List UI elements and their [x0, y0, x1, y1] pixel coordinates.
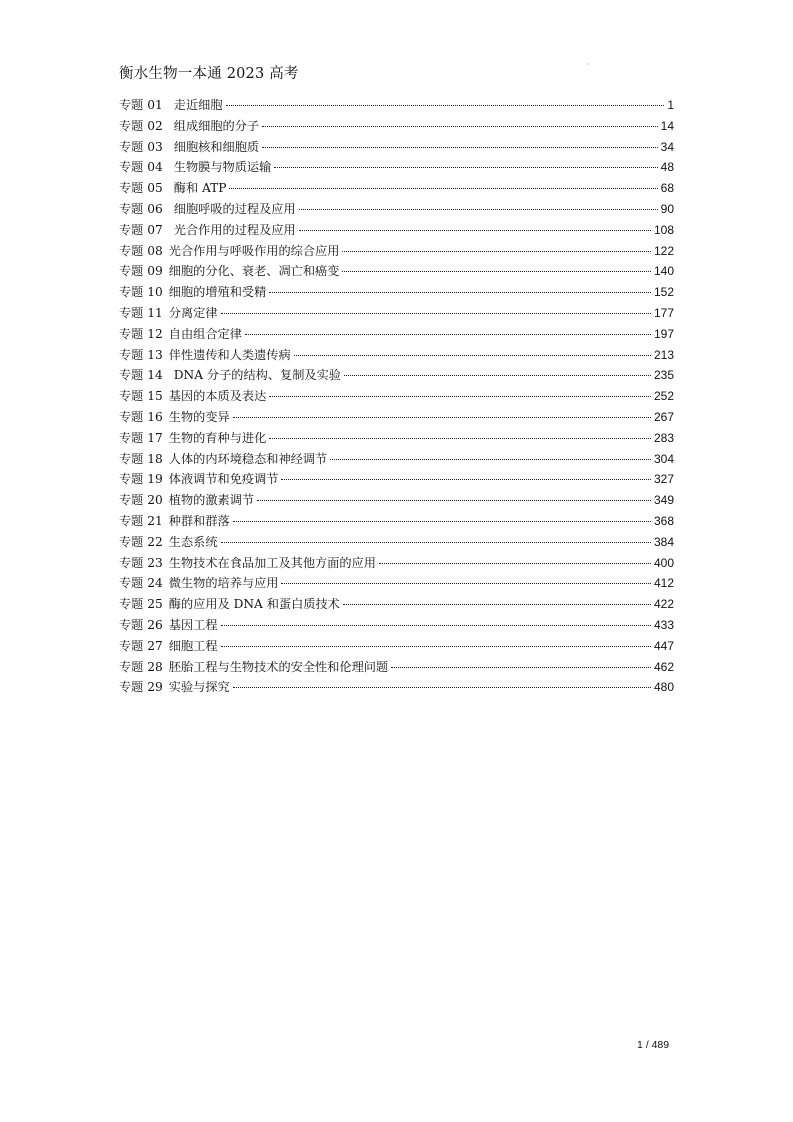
toc-entry[interactable] [119, 491, 674, 512]
toc-entry[interactable] [119, 658, 674, 679]
toc-dot-leader [221, 542, 651, 543]
toc-entry-number: 专题 23 [119, 555, 163, 570]
toc-entry-page: 462 [653, 659, 674, 674]
toc-entry-title: 实验与探究 [168, 680, 230, 695]
toc-entry-number: 专题 17 [119, 430, 163, 445]
toc-entry-number: 专题 25 [119, 597, 163, 612]
toc-entry-number: 专题 03 [119, 139, 163, 154]
toc-entry-title: 胚胎工程与生物技术的安全性和伦理问题 [168, 659, 389, 674]
toc-entry-page: 108 [653, 222, 674, 237]
toc-entry-title: 基因的本质及表达 [168, 389, 267, 404]
toc-entry-title: 微生物的培养与应用 [168, 576, 279, 591]
toc-entry-page: 197 [653, 326, 674, 341]
toc-entry-page: 177 [653, 305, 674, 320]
toc-entry-title: 细胞的增殖和受精 [168, 285, 267, 300]
toc-dot-leader [274, 167, 657, 168]
toc-entry-number: 专题 29 [119, 680, 163, 695]
toc-entry-title: 生态系统 [168, 534, 218, 549]
toc-entry-page: 283 [653, 430, 674, 445]
toc-entry-page: 267 [653, 409, 674, 424]
toc-entry-page: 327 [653, 472, 674, 487]
toc-dot-leader [344, 375, 651, 376]
toc-entry[interactable] [119, 325, 674, 346]
toc-entry[interactable] [119, 637, 674, 658]
toc-entry[interactable] [119, 221, 674, 242]
toc-dot-leader [229, 188, 657, 189]
toc-entry-number: 专题 01 [119, 98, 163, 112]
toc-entry-title: 生物的变异 [168, 409, 230, 424]
toc-entry[interactable] [119, 470, 674, 491]
toc-entry-title: 细胞核和细胞质 [173, 139, 260, 154]
toc-dot-leader [233, 417, 651, 418]
toc-entry-title: 伴性遗传和人类遗传病 [168, 347, 291, 362]
toc-entry-title: 酶和 ATP [173, 181, 227, 196]
toc-entry-title: 组成细胞的分子 [173, 118, 260, 133]
toc-entry[interactable] [119, 512, 674, 533]
toc-entry-page: 34 [660, 139, 674, 154]
toc-entry[interactable] [119, 283, 674, 304]
toc-dot-leader [343, 604, 651, 605]
toc-entry[interactable] [119, 408, 674, 429]
toc-entry-number: 专题 13 [119, 347, 163, 362]
toc-entry-title: 植物的激素调节 [168, 493, 255, 508]
toc-entry-number: 专题 28 [119, 659, 163, 674]
toc-dot-leader [221, 313, 651, 314]
toc-entry-title: 走近细胞 [173, 98, 223, 112]
toc-dot-leader [342, 271, 651, 272]
toc-entry-page: 48 [660, 160, 674, 175]
page-number-footer: 1 / 489 [637, 1039, 670, 1051]
toc-entry-page: 422 [653, 597, 674, 612]
toc-entry-title: 人体的内环境稳态和神经调节 [168, 451, 328, 466]
toc-dot-leader [262, 126, 658, 127]
toc-entry[interactable] [119, 450, 674, 471]
toc-dot-leader [330, 459, 651, 460]
toc-dot-leader [221, 646, 651, 647]
toc-entry-page: 14 [660, 118, 674, 133]
toc-entry-page: 252 [653, 389, 674, 404]
toc-entry-number: 专题 02 [119, 118, 163, 133]
toc-entry[interactable] [119, 533, 674, 554]
toc-dot-leader [269, 438, 651, 439]
toc-entry-number: 专题 10 [119, 285, 163, 300]
toc-entry-number: 专题 27 [119, 638, 163, 653]
toc-entry-title: 细胞的分化、衰老、凋亡和癌变 [168, 264, 340, 279]
toc-dot-leader [262, 147, 658, 148]
toc-entry-title: 生物的育种与进化 [168, 430, 267, 445]
toc-entry-number: 专题 22 [119, 534, 163, 549]
toc-dot-leader [342, 251, 651, 252]
toc-entry-page: 480 [653, 680, 674, 695]
toc-entry-number: 专题 06 [119, 201, 163, 216]
toc-entry[interactable] [119, 387, 674, 408]
stray-dot-mark: · [587, 60, 590, 69]
toc-entry-number: 专题 18 [119, 451, 163, 466]
toc-dot-leader [221, 625, 651, 626]
toc-entry[interactable] [119, 554, 674, 575]
toc-entry[interactable] [119, 678, 674, 699]
toc-entry-title: 自由组合定律 [168, 326, 242, 341]
toc-dot-leader [299, 209, 658, 210]
toc-dot-leader [299, 230, 651, 231]
toc-entry-page: 140 [653, 264, 674, 279]
toc-entry-number: 专题 08 [119, 243, 163, 258]
toc-entry[interactable] [119, 595, 674, 616]
toc-entry-page: 400 [653, 555, 674, 570]
toc-entry[interactable] [119, 200, 674, 221]
toc-entry-number: 专题 12 [119, 326, 163, 341]
toc-entry[interactable] [119, 138, 674, 159]
toc-entry-title: 细胞工程 [168, 638, 218, 653]
toc-entry-title: 生物技术在食品加工及其他方面的应用 [168, 555, 376, 570]
toc-dot-leader [269, 396, 651, 397]
toc-entry-number: 专题 24 [119, 576, 163, 591]
toc-entry[interactable] [119, 574, 674, 595]
toc-entry[interactable] [119, 616, 674, 637]
toc-entry-page: 235 [653, 368, 674, 383]
toc-entry-title: 细胞呼吸的过程及应用 [173, 201, 296, 216]
toc-entry[interactable] [119, 179, 674, 200]
toc-entry-title: 分离定律 [168, 305, 218, 320]
table-of-contents [119, 96, 674, 699]
toc-entry-page: 384 [653, 534, 674, 549]
toc-entry[interactable] [119, 346, 674, 367]
toc-entry-page: 122 [653, 243, 674, 258]
toc-entry-title: 光合作用与呼吸作用的综合应用 [168, 243, 340, 258]
toc-entry-number: 专题 05 [119, 181, 163, 196]
toc-entry-number: 专题 16 [119, 409, 163, 424]
toc-entry-page: 1 [667, 98, 674, 112]
document-title: 衡水生物一本通 2023 高考 [119, 66, 299, 82]
toc-dot-leader [281, 583, 651, 584]
toc-entry-number: 专题 21 [119, 513, 163, 528]
toc-dot-leader [233, 687, 651, 688]
toc-entry-page: 447 [653, 638, 674, 653]
toc-entry-page: 213 [653, 347, 674, 362]
toc-dot-leader [379, 563, 651, 564]
toc-entry-number: 专题 11 [119, 305, 163, 320]
toc-entry-title: 体液调节和免疫调节 [168, 472, 279, 487]
toc-entry[interactable] [119, 242, 674, 263]
toc-entry-title: 酶的应用及 DNA 和蛋白质技术 [168, 597, 340, 612]
toc-entry-page: 368 [653, 513, 674, 528]
toc-entry-number: 专题 15 [119, 389, 163, 404]
toc-dot-leader [257, 500, 651, 501]
toc-dot-leader [391, 667, 651, 668]
toc-dot-leader [294, 355, 651, 356]
toc-entry-number: 专题 09 [119, 264, 163, 279]
toc-entry-title: DNA 分子的结构、复制及实验 [173, 368, 341, 383]
toc-dot-leader [226, 105, 665, 106]
toc-entry[interactable] [119, 366, 674, 387]
toc-entry-number: 专题 07 [119, 222, 163, 237]
toc-entry-number: 专题 19 [119, 472, 163, 487]
toc-entry-number: 专题 04 [119, 160, 163, 175]
toc-entry-number: 专题 14 [119, 368, 163, 383]
toc-entry-number: 专题 26 [119, 617, 163, 632]
toc-dot-leader [269, 292, 651, 293]
toc-entry[interactable] [119, 304, 674, 325]
toc-entry-title: 生物膜与物质运输 [173, 160, 272, 175]
toc-entry[interactable] [119, 158, 674, 179]
toc-entry-page: 304 [653, 451, 674, 466]
toc-entry-page: 68 [660, 181, 674, 196]
toc-entry-title: 种群和群落 [168, 513, 230, 528]
toc-entry-page: 349 [653, 493, 674, 508]
toc-entry-page: 152 [653, 285, 674, 300]
toc-entry-number: 专题 20 [119, 493, 163, 508]
toc-entry-title: 基因工程 [168, 617, 218, 632]
toc-entry[interactable] [119, 262, 674, 283]
toc-dot-leader [245, 334, 651, 335]
toc-dot-leader [281, 479, 651, 480]
toc-entry-page: 90 [660, 201, 674, 216]
toc-entry[interactable] [119, 429, 674, 450]
toc-entry[interactable] [119, 96, 674, 117]
toc-entry-page: 433 [653, 617, 674, 632]
toc-entry[interactable] [119, 117, 674, 138]
toc-entry-page: 412 [653, 576, 674, 591]
toc-entry-title: 光合作用的过程及应用 [173, 222, 296, 237]
toc-dot-leader [233, 521, 651, 522]
